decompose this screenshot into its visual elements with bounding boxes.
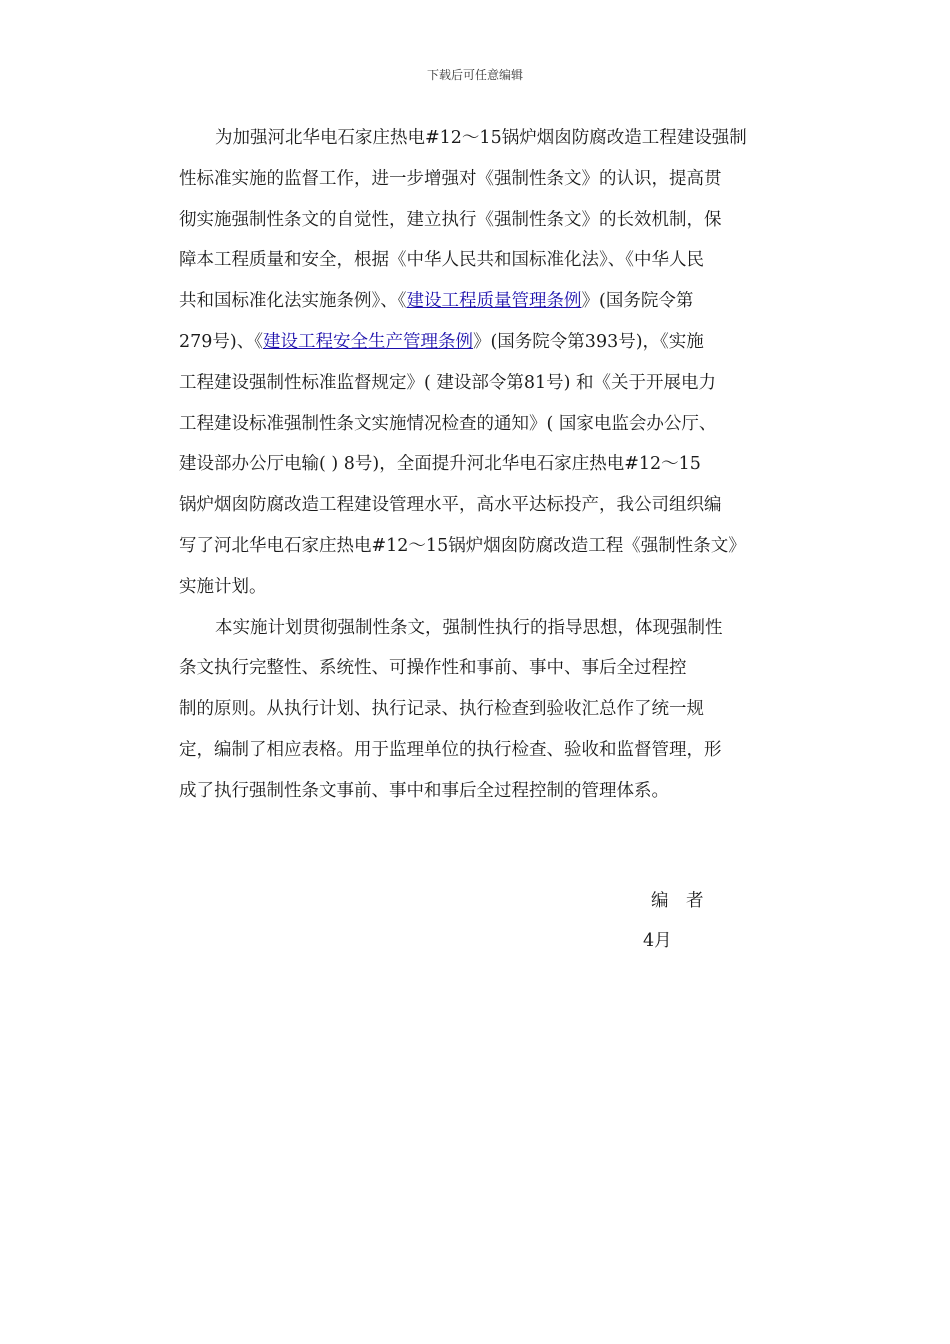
document-body xyxy=(179,118,789,812)
paragraph-1-line-4: 障本工程质量和安全，根据《中华人民共和国标准化法》、《中华人民 xyxy=(179,250,704,271)
paragraph-1-line-2: 性标准实施的监督工作，进一步增强对《强制性条文》的认识，提高贯 xyxy=(179,168,722,189)
paragraph-2-line-3: 制的原则。从执行计划、执行记录、执行检查到验收汇总作了统一规 xyxy=(179,699,704,720)
page-header: 下载后可任意编辑 xyxy=(426,68,523,82)
paragraph-1-line-3: 彻实施强制性条文的自觉性，建立执行《强制性条文》的长效机制，保 xyxy=(179,209,722,230)
paragraph-2-line-2: 条文执行完整性、系统性、可操作性和事前、事中、事后全过程控 xyxy=(179,658,687,679)
paragraph-1-line-9: 建设部办公厅电输( ) 8号)，全面提升河北华电石家庄热电#12～15 xyxy=(179,454,701,475)
paragraph-2-line-1: 本实施计划贯彻强制性条文，强制性执行的指导思想，体现强制性 xyxy=(215,617,723,638)
paragraph-2-line-5: 成了执行强制性条文事前、事中和事后全过程控制的管理体系。 xyxy=(179,780,669,801)
paragraph-1-line-10: 锅炉烟囱防腐改造工程建设管理水平，高水平达标投产，我公司组织编 xyxy=(179,495,722,516)
paragraph-1-line-1: 为加强河北华电石家庄热电#12～15锅炉烟囱防腐改造工程建设强制 xyxy=(215,128,747,148)
line-6-tail: 》(国务院令第393号)，《实施 xyxy=(472,331,704,352)
line-5-tail: 》(国务院令第 xyxy=(581,291,694,312)
paragraph-1-line-11: 写了河北华电石家庄热电#12～15锅炉烟囱防腐改造工程《强制性条文》 xyxy=(179,535,746,556)
paragraph-1-line-7: 工程建设强制性标准监督规定》( 建设部令第81号) 和《关于开展电力 xyxy=(179,372,717,393)
signature-author: 编 者 xyxy=(651,891,704,911)
paragraph-1-line-6 xyxy=(179,322,789,363)
signature-date: 4月 xyxy=(643,931,672,951)
link-construction-safety-regulation[interactable]: 建设工程安全生产管理条例 xyxy=(262,331,473,352)
paragraph-1-line-5 xyxy=(179,281,789,322)
paragraph-1-line-8: 工程建设标准强制性条文实施情况检查的通知》( 国家电监会办公厅、 xyxy=(179,413,717,434)
link-construction-quality-regulation[interactable]: 建设工程质量管理条例 xyxy=(406,291,582,312)
paragraph-2-line-4: 定，编制了相应表格。用于监理单位的执行检查、验收和监督管理，形 xyxy=(179,739,722,760)
paragraph-1-line-12: 实施计划。 xyxy=(179,576,267,597)
line-6-head: 279号)、《 xyxy=(179,331,263,352)
line-5-text: 共和国标准化法实施条例》、《 xyxy=(179,291,407,312)
